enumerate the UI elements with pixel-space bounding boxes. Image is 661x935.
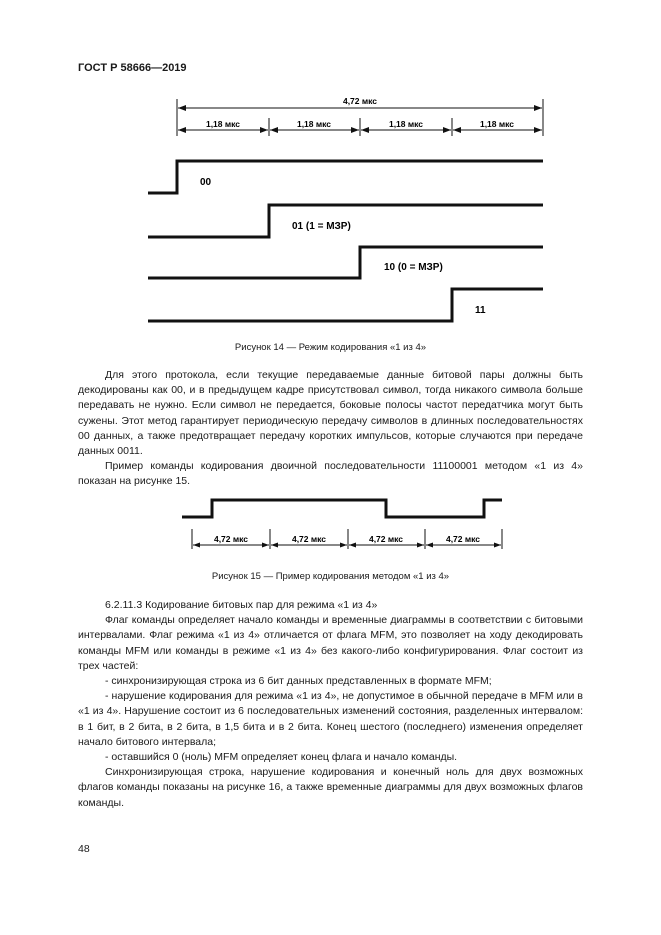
section-heading: 6.2.11.3 Кодирование битовых пар для режима «1 из 4» bbox=[105, 599, 378, 611]
figure-14-caption: Рисунок 14 — Режим кодирования «1 из 4» bbox=[234, 342, 427, 353]
total-duration-label: 4,72 мкс bbox=[342, 96, 378, 106]
paragraph: Пример команды кодирования двоичной последовательности 11100001 методом «1 из 4» показан на рисунке 15. bbox=[78, 460, 583, 488]
waveform-example bbox=[182, 500, 502, 517]
segment-duration-label: 4,72 мкс bbox=[368, 534, 404, 544]
signal-label-10: 10 (0 = МЗР) bbox=[384, 262, 443, 273]
signal-label-00: 00 bbox=[200, 177, 212, 188]
signal-label-01: 01 (1 = МЗР) bbox=[292, 221, 351, 232]
waveform-10 bbox=[148, 247, 543, 278]
signal-label-11: 11 bbox=[475, 305, 486, 316]
bullet-item: - нарушение кодирования для режима «1 из 4», не допустимое в обычной передаче в MFM или в «1 из 4». Нарушение состоит из 6 последовательных изменений состояния, разделенных интервалом: в 1 бит, в 2 бита, в 2 бита, в 1,5 бита и в 2 бита. Конец шестого (последнего) изменения определяет начало битового интервала; bbox=[78, 690, 583, 748]
bullet-item: - оставшийся 0 (ноль) MFM определяет конец флага и начало команды. bbox=[105, 751, 458, 764]
document-header: ГОСТ Р 58666—2019 bbox=[78, 62, 187, 74]
segment-duration-label: 4,72 мкс bbox=[445, 534, 481, 544]
segment-duration-label: 4,72 мкс bbox=[213, 534, 249, 544]
bullet-item: - синхронизирующая строка из 6 бит данных представленных в формате MFM; bbox=[105, 675, 492, 688]
paragraph: Для этого протокола, если текущие передаваемые данные битовой пары должны быть декодированы как 00, и в предыдущем кадре присутствовал символ, тогда никакого символа больше передавать не нужно. Если символ не передается, боковые полосы частот передатчика могут быть сужены. Этот метод гарантирует периодическую передачу символов в длинных последовательностях 00 данных, а также предотвращает передачу коротких импульсов, которые случаются при передаче данных 0011. bbox=[78, 369, 583, 458]
paragraph: Флаг команды определяет начало команды и временные диаграммы в соответствии с битовыми интервалами. Флаг режима «1 из 4» отличается от флага MFM, это позволяет на ходу декодировать команды MFM или команды в режиме «1 из 4» без какого-либо конфигурирования. Флаг состоит из трех частей: bbox=[78, 614, 583, 672]
body-text-block-2 bbox=[78, 598, 583, 811]
figure-15-diagram bbox=[0, 490, 661, 570]
page-number: 48 bbox=[78, 843, 90, 855]
segment-duration-label: 4,72 мкс bbox=[291, 534, 327, 544]
body-text-block-1 bbox=[78, 368, 583, 490]
figure-14-diagram bbox=[0, 0, 661, 340]
paragraph: Синхронизирующая строка, нарушение кодирования и конечный ноль для двух возможных флагов команды показаны на рисунке 16, а также временные диаграммы для двух возможных флагов команды. bbox=[78, 766, 583, 809]
segment-duration-label: 1,18 мкс bbox=[479, 119, 515, 129]
segment-duration-label: 1,18 мкс bbox=[205, 119, 241, 129]
segment-duration-label: 1,18 мкс bbox=[388, 119, 424, 129]
figure-15-caption: Рисунок 15 — Пример кодирования методом «1 из 4» bbox=[211, 571, 450, 582]
segment-duration-label: 1,18 мкс bbox=[296, 119, 332, 129]
